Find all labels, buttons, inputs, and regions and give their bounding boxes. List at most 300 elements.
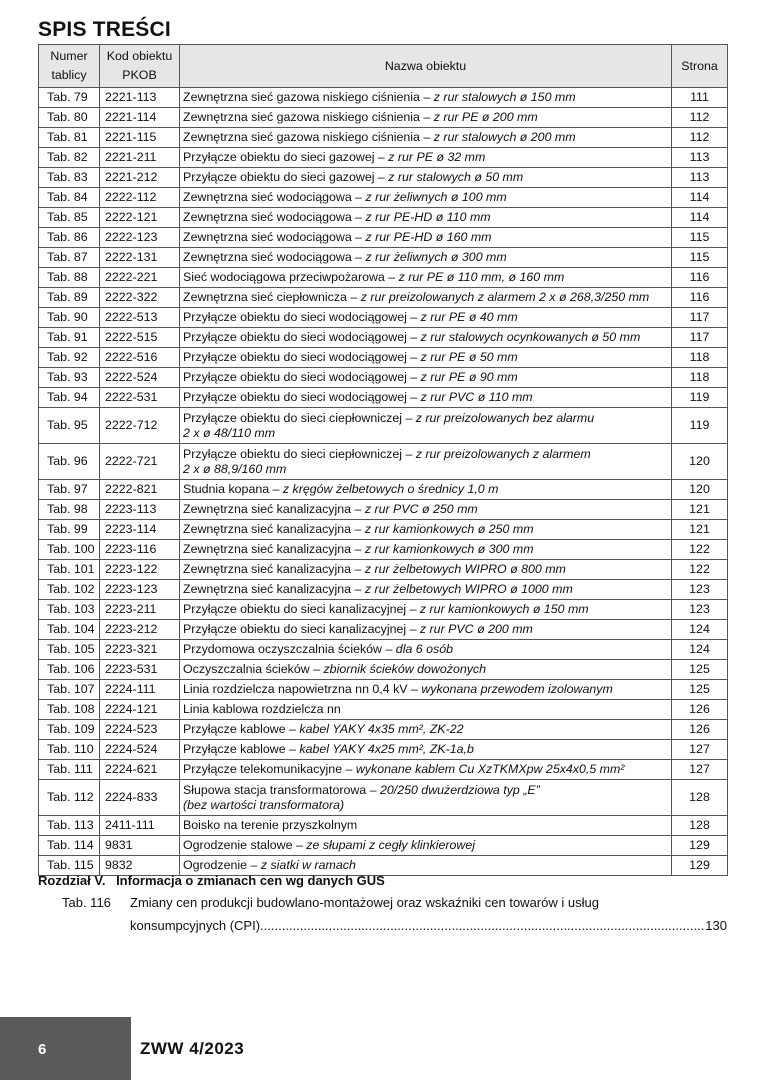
row-page-number: 121 — [672, 520, 728, 540]
row-name-line — [183, 622, 533, 636]
table-row — [39, 760, 728, 780]
header-code-line1: Kod obiektu — [106, 49, 173, 63]
row-name-line — [183, 482, 498, 496]
row-name-text: Zewnętrzna sieć gazowa niskiego ciśnienia – — [183, 130, 434, 145]
row-table-number: Tab. 115 — [39, 856, 100, 876]
row-name-text: Ogrodzenie – — [183, 858, 261, 873]
row-object-name — [180, 680, 672, 700]
row-page-number: 128 — [672, 816, 728, 836]
row-name-line — [183, 110, 538, 124]
row-table-number: Tab. 93 — [39, 368, 100, 388]
table-row — [39, 640, 728, 660]
row-pkob-code: 2222-121 — [100, 208, 180, 228]
row-object-name — [180, 288, 672, 308]
row-pkob-code: 9831 — [100, 836, 180, 856]
row-name-description: z rur stalowych ø 200 mm — [433, 130, 576, 145]
row-page-number: 129 — [672, 836, 728, 856]
row-page-number: 123 — [672, 580, 728, 600]
row-name-description-line2: (bez wartości transformatora) — [183, 797, 345, 812]
row-name-description: z rur żelbetowych WIPRO ø 1000 mm — [364, 582, 573, 597]
row-object-name — [180, 168, 672, 188]
row-name-text: Zewnętrzna sieć wodociągowa – — [183, 190, 366, 205]
footer-page-box — [0, 1017, 131, 1080]
table-row — [39, 816, 728, 836]
row-name-line — [183, 702, 341, 716]
row-page-number: 120 — [672, 480, 728, 500]
row-name-description-line2: 2 x ø 88,9/160 mm — [183, 461, 287, 476]
row-name-description: z siatki w ramach — [260, 858, 356, 873]
row-object-name — [180, 368, 672, 388]
row-page-number: 115 — [672, 228, 728, 248]
row-name-description: kabel YAKY 4x25 mm², ZK-1a,b — [299, 742, 474, 757]
row-name-text: Zewnętrzna sieć gazowa niskiego ciśnienia – — [183, 90, 434, 105]
row-page-number: 114 — [672, 188, 728, 208]
table-row — [39, 328, 728, 348]
row-pkob-code: 2223-212 — [100, 620, 180, 640]
row-name-text: Przyłącze obiektu do sieci kanalizacyjnej – — [183, 622, 420, 637]
row-object-name — [180, 148, 672, 168]
row-table-number: Tab. 110 — [39, 740, 100, 760]
row-name-line — [183, 370, 518, 384]
row-page-number: 111 — [672, 88, 728, 108]
row-pkob-code: 2222-516 — [100, 348, 180, 368]
row-name-line — [183, 130, 576, 144]
row-pkob-code: 2224-621 — [100, 760, 180, 780]
table-row — [39, 660, 728, 680]
row-name-text: Przyłącze obiektu do sieci ciepłowniczej – — [183, 410, 416, 425]
row-name-line — [183, 411, 668, 426]
row-name-description: z rur kamionkowych ø 300 mm — [364, 542, 534, 557]
row-name-description: z rur żelbetowych WIPRO ø 800 mm — [364, 562, 566, 577]
row-name-description: z rur preizolowanych z alarmem — [415, 446, 591, 461]
row-name-text: Przydomowa oczyszczalnia ścieków – — [183, 642, 396, 657]
row-object-name — [180, 560, 672, 580]
table-row — [39, 836, 728, 856]
row-pkob-code: 2223-321 — [100, 640, 180, 660]
row-pkob-code: 2222-123 — [100, 228, 180, 248]
row-pkob-code: 2223-116 — [100, 540, 180, 560]
row-page-number: 118 — [672, 348, 728, 368]
table-row — [39, 480, 728, 500]
row-object-name — [180, 308, 672, 328]
table-row — [39, 88, 728, 108]
row-table-number: Tab. 79 — [39, 88, 100, 108]
row-pkob-code: 2221-113 — [100, 88, 180, 108]
row-pkob-code: 2222-322 — [100, 288, 180, 308]
row-pkob-code: 2222-112 — [100, 188, 180, 208]
table-row — [39, 600, 728, 620]
section-item-page: 130 — [705, 918, 727, 933]
row-object-name — [180, 580, 672, 600]
row-name-line — [183, 642, 453, 656]
table-row — [39, 700, 728, 720]
row-page-number: 117 — [672, 328, 728, 348]
row-name-text: Słupowa stacja transformatorowa – — [183, 782, 380, 797]
table-row — [39, 108, 728, 128]
row-name-text: Zewnętrzna sieć kanalizacyjna – — [183, 562, 365, 577]
row-pkob-code: 2222-515 — [100, 328, 180, 348]
row-table-number: Tab. 108 — [39, 700, 100, 720]
row-page-number: 129 — [672, 856, 728, 876]
row-pkob-code: 2222-131 — [100, 248, 180, 268]
header-page: Strona — [672, 45, 728, 88]
row-name-description: wykonane kablem Cu XzTKMXpw 25x4x0,5 mm² — [355, 762, 625, 777]
row-object-name — [180, 700, 672, 720]
table-row — [39, 168, 728, 188]
row-pkob-code: 2224-111 — [100, 680, 180, 700]
row-table-number: Tab. 86 — [39, 228, 100, 248]
row-name-description: z rur PE ø 200 mm — [433, 110, 538, 125]
row-name-line — [183, 290, 649, 304]
row-name-line — [183, 542, 534, 556]
row-pkob-code: 2223-122 — [100, 560, 180, 580]
row-name-text: Sieć wodociągowa przeciwpożarowa – — [183, 270, 399, 285]
row-pkob-code: 2223-123 — [100, 580, 180, 600]
row-table-number: Tab. 88 — [39, 268, 100, 288]
row-object-name — [180, 620, 672, 640]
table-row — [39, 620, 728, 640]
row-object-name — [180, 128, 672, 148]
row-name-text: Przyłącze obiektu do sieci gazowej – — [183, 170, 389, 185]
row-name-text: Zewnętrzna sieć ciepłownicza – — [183, 290, 361, 305]
row-name-text: Przyłącze obiektu do sieci wodociągowej – — [183, 350, 421, 365]
row-name-text: Zewnętrzna sieć kanalizacyjna – — [183, 542, 365, 557]
table-row — [39, 580, 728, 600]
row-table-number: Tab. 89 — [39, 288, 100, 308]
section-number: Rozdział V. — [38, 873, 106, 888]
row-page-number: 118 — [672, 368, 728, 388]
row-name-line — [183, 390, 533, 404]
row-table-number: Tab. 113 — [39, 816, 100, 836]
row-name-line — [183, 858, 356, 872]
row-page-number: 128 — [672, 780, 728, 816]
row-name-description: z kręgów żelbetowych o średnicy 1,0 m — [282, 482, 499, 497]
header-name: Nazwa obiektu — [180, 45, 672, 88]
row-name-line — [183, 270, 564, 284]
header-code-line2: PKOB — [122, 68, 157, 82]
row-table-number: Tab. 109 — [39, 720, 100, 740]
row-name-line — [183, 783, 668, 798]
row-table-number: Tab. 104 — [39, 620, 100, 640]
row-page-number: 126 — [672, 700, 728, 720]
row-name-line — [183, 170, 523, 184]
row-name-text: Zewnętrzna sieć wodociągowa – — [183, 210, 366, 225]
section-item-title-line2: konsumpcyjnych (CPI) — [130, 918, 261, 933]
row-pkob-code: 2221-114 — [100, 108, 180, 128]
row-name-line — [183, 722, 464, 736]
table-row — [39, 308, 728, 328]
table-row — [39, 228, 728, 248]
row-name-description: dla 6 osób — [395, 642, 453, 657]
row-name-line — [183, 250, 507, 264]
row-page-number: 114 — [672, 208, 728, 228]
row-pkob-code: 2411-111 — [100, 816, 180, 836]
row-object-name — [180, 228, 672, 248]
row-object-name — [180, 600, 672, 620]
row-page-number: 115 — [672, 248, 728, 268]
row-page-number: 112 — [672, 128, 728, 148]
row-name-line — [183, 662, 486, 676]
row-table-number: Tab. 84 — [39, 188, 100, 208]
row-object-name — [180, 408, 672, 444]
row-table-number: Tab. 82 — [39, 148, 100, 168]
row-page-number: 124 — [672, 640, 728, 660]
row-pkob-code: 2222-821 — [100, 480, 180, 500]
row-pkob-code: 2224-121 — [100, 700, 180, 720]
row-table-number: Tab. 105 — [39, 640, 100, 660]
row-pkob-code: 2222-513 — [100, 308, 180, 328]
row-table-number: Tab. 100 — [39, 540, 100, 560]
row-name-line — [183, 818, 357, 832]
row-name-description: z rur PVC ø 250 mm — [364, 502, 478, 517]
row-page-number: 113 — [672, 168, 728, 188]
footer-page-number: 6 — [38, 1041, 47, 1058]
row-table-number: Tab. 106 — [39, 660, 100, 680]
row-name-text: Przyłącze kablowe – — [183, 742, 300, 757]
page-title: SPIS TREŚCI — [38, 18, 171, 41]
row-pkob-code: 2222-221 — [100, 268, 180, 288]
row-object-name — [180, 760, 672, 780]
section-item-tab: Tab. 116 — [62, 895, 111, 910]
row-table-number: Tab. 99 — [39, 520, 100, 540]
row-object-name — [180, 836, 672, 856]
row-object-name — [180, 444, 672, 480]
row-name-line — [183, 502, 478, 516]
row-name-description: z rur PE ø 110 mm, ø 160 mm — [398, 270, 565, 285]
table-row — [39, 680, 728, 700]
row-page-number: 120 — [672, 444, 728, 480]
row-object-name — [180, 816, 672, 836]
table-row — [39, 208, 728, 228]
table-row — [39, 128, 728, 148]
row-name-description: z rur preizolowanych bez alarmu — [415, 410, 595, 425]
row-name-description: z rur żeliwnych ø 100 mm — [365, 190, 507, 205]
section-item-title-line1: Zmiany cen produkcji budowlano-montażowej oraz wskaźniki cen towarów i usług — [130, 895, 599, 910]
table-row — [39, 520, 728, 540]
row-name-text: Przyłącze obiektu do sieci kanalizacyjnej – — [183, 602, 420, 617]
row-table-number: Tab. 102 — [39, 580, 100, 600]
row-page-number: 116 — [672, 288, 728, 308]
row-name-text: Zewnętrzna sieć kanalizacyjna – — [183, 522, 365, 537]
row-name-text: Przyłącze obiektu do sieci wodociągowej – — [183, 310, 421, 325]
row-name-description: z rur PE-HD ø 160 mm — [365, 230, 492, 245]
row-pkob-code: 2222-531 — [100, 388, 180, 408]
row-table-number: Tab. 112 — [39, 780, 100, 816]
row-name-text: Przyłącze obiektu do sieci wodociągowej – — [183, 370, 421, 385]
row-page-number: 126 — [672, 720, 728, 740]
table-header-row — [39, 45, 728, 88]
row-object-name — [180, 780, 672, 816]
row-name-text: Przyłącze obiektu do sieci ciepłowniczej – — [183, 446, 416, 461]
row-page-number: 124 — [672, 620, 728, 640]
table-row — [39, 248, 728, 268]
row-pkob-code: 2222-721 — [100, 444, 180, 480]
header-code — [100, 45, 180, 88]
row-name-text: Przyłącze obiektu do sieci wodociągowej – — [183, 330, 421, 345]
footer-publication: ZWW 4/2023 — [140, 1039, 245, 1058]
table-row — [39, 540, 728, 560]
row-table-number: Tab. 97 — [39, 480, 100, 500]
row-table-number: Tab. 83 — [39, 168, 100, 188]
table-row — [39, 268, 728, 288]
leader-dots — [260, 918, 705, 933]
row-table-number: Tab. 94 — [39, 388, 100, 408]
row-table-number: Tab. 98 — [39, 500, 100, 520]
row-name-line — [183, 310, 518, 324]
row-name-line — [183, 190, 507, 204]
section-title: Informacja o zmianach cen wg danych GUS — [116, 873, 385, 888]
row-table-number: Tab. 80 — [39, 108, 100, 128]
row-name-description: zbiornik ścieków dowożonych — [323, 662, 487, 677]
row-name-line — [183, 582, 573, 596]
row-name-text: Przyłącze obiektu do sieci wodociągowej – — [183, 390, 421, 405]
row-page-number: 125 — [672, 660, 728, 680]
row-table-number: Tab. 95 — [39, 408, 100, 444]
row-name-line — [183, 838, 475, 852]
row-table-number: Tab. 96 — [39, 444, 100, 480]
row-pkob-code: 2224-524 — [100, 740, 180, 760]
row-object-name — [180, 740, 672, 760]
row-object-name — [180, 268, 672, 288]
row-object-name — [180, 500, 672, 520]
row-name-description: z rur żeliwnych ø 300 mm — [365, 250, 507, 265]
row-object-name — [180, 660, 672, 680]
table-row — [39, 408, 728, 444]
row-name-description: wykonana przewodem izolowanym — [421, 682, 613, 697]
row-name-line — [183, 742, 474, 756]
row-table-number: Tab. 107 — [39, 680, 100, 700]
row-object-name — [180, 640, 672, 660]
row-name-text: Zewnętrzna sieć gazowa niskiego ciśnienia – — [183, 110, 434, 125]
row-name-line — [183, 330, 640, 344]
row-table-number: Tab. 90 — [39, 308, 100, 328]
row-page-number: 117 — [672, 308, 728, 328]
row-name-line — [183, 90, 576, 104]
row-table-number: Tab. 85 — [39, 208, 100, 228]
row-name-line — [183, 230, 492, 244]
row-object-name — [180, 208, 672, 228]
row-name-description: z rur kamionkowych ø 150 mm — [419, 602, 589, 617]
header-number-line2: tablicy — [51, 68, 87, 82]
table-row — [39, 780, 728, 816]
row-name-description: z rur PE ø 50 mm — [420, 350, 518, 365]
row-table-number: Tab. 87 — [39, 248, 100, 268]
row-name-description: z rur stalowych ocynkowanych ø 50 mm — [420, 330, 641, 345]
row-name-description: z rur kamionkowych ø 250 mm — [364, 522, 534, 537]
table-row — [39, 368, 728, 388]
table-row — [39, 188, 728, 208]
row-object-name — [180, 480, 672, 500]
row-name-line — [183, 522, 534, 536]
row-object-name — [180, 328, 672, 348]
row-name-text: Studnia kopana – — [183, 482, 283, 497]
row-object-name — [180, 108, 672, 128]
row-name-text: Przyłącze kablowe – — [183, 722, 300, 737]
table-row — [39, 740, 728, 760]
section-heading — [38, 873, 385, 888]
row-object-name — [180, 188, 672, 208]
row-name-line — [183, 350, 518, 364]
row-name-text: Przyłącze telekomunikacyjne – — [183, 762, 356, 777]
row-object-name — [180, 388, 672, 408]
header-number — [39, 45, 100, 88]
row-page-number: 123 — [672, 600, 728, 620]
row-pkob-code: 2223-114 — [100, 520, 180, 540]
row-table-number: Tab. 92 — [39, 348, 100, 368]
row-name-description: z rur PVC ø 110 mm — [420, 390, 533, 405]
header-number-line1: Numer — [50, 49, 88, 63]
row-table-number: Tab. 114 — [39, 836, 100, 856]
row-name-line — [183, 762, 624, 776]
row-page-number: 122 — [672, 560, 728, 580]
row-object-name — [180, 520, 672, 540]
table-row — [39, 560, 728, 580]
row-name-description-line2: 2 x ø 48/110 mm — [183, 425, 276, 440]
row-table-number: Tab. 103 — [39, 600, 100, 620]
row-table-number: Tab. 111 — [39, 760, 100, 780]
row-name-line — [183, 150, 485, 164]
row-page-number: 113 — [672, 148, 728, 168]
row-table-number: Tab. 81 — [39, 128, 100, 148]
row-table-number: Tab. 91 — [39, 328, 100, 348]
row-name-line — [183, 447, 668, 462]
row-name-text: Zewnętrzna sieć wodociągowa – — [183, 230, 366, 245]
table-row — [39, 148, 728, 168]
row-pkob-code: 2224-523 — [100, 720, 180, 740]
row-object-name — [180, 720, 672, 740]
row-page-number: 127 — [672, 740, 728, 760]
row-name-description: z rur PE-HD ø 110 mm — [365, 210, 491, 225]
row-name-text: Zewnętrzna sieć wodociągowa – — [183, 250, 366, 265]
row-name-description: kabel YAKY 4x35 mm², ZK-22 — [299, 722, 464, 737]
row-pkob-code: 2221-115 — [100, 128, 180, 148]
row-name-description: 20/250 dwużerdziowa typ „E” — [379, 782, 540, 797]
row-pkob-code: 2223-211 — [100, 600, 180, 620]
row-name-description: z rur PE ø 90 mm — [420, 370, 518, 385]
row-name-description: z rur PVC ø 200 mm — [419, 622, 533, 637]
row-page-number: 119 — [672, 408, 728, 444]
row-pkob-code: 2222-712 — [100, 408, 180, 444]
row-page-number: 121 — [672, 500, 728, 520]
row-name-description: z rur preizolowanych z alarmem 2 x ø 268,3/250 mm — [360, 290, 650, 305]
row-name-description: z rur PE ø 32 mm — [388, 150, 486, 165]
row-page-number: 116 — [672, 268, 728, 288]
row-pkob-code: 2221-211 — [100, 148, 180, 168]
row-object-name — [180, 248, 672, 268]
row-name-text: Linia kablowa rozdzielcza nn — [183, 702, 341, 717]
table-row — [39, 348, 728, 368]
row-name-text: Przyłącze obiektu do sieci gazowej – — [183, 150, 389, 165]
table-body — [39, 88, 728, 876]
row-pkob-code: 2222-524 — [100, 368, 180, 388]
table-row — [39, 388, 728, 408]
row-name-description: z rur stalowych ø 50 mm — [388, 170, 524, 185]
row-name-line — [183, 210, 491, 224]
row-name-line — [183, 602, 589, 616]
table-row — [39, 720, 728, 740]
row-name-line — [183, 682, 613, 696]
row-pkob-code: 2223-113 — [100, 500, 180, 520]
row-pkob-code: 9832 — [100, 856, 180, 876]
row-table-number: Tab. 101 — [39, 560, 100, 580]
row-name-description: ze słupami z cegły klinkierowej — [306, 838, 476, 853]
row-name-text: Linia rozdzielcza napowietrzna nn 0,4 kV – — [183, 682, 422, 697]
row-name-text: Ogrodzenie stalowe – — [183, 838, 307, 853]
row-name-description: z rur PE ø 40 mm — [420, 310, 518, 325]
row-page-number: 119 — [672, 388, 728, 408]
row-name-text: Boisko na terenie przyszkolnym — [183, 818, 358, 833]
table-row — [39, 500, 728, 520]
